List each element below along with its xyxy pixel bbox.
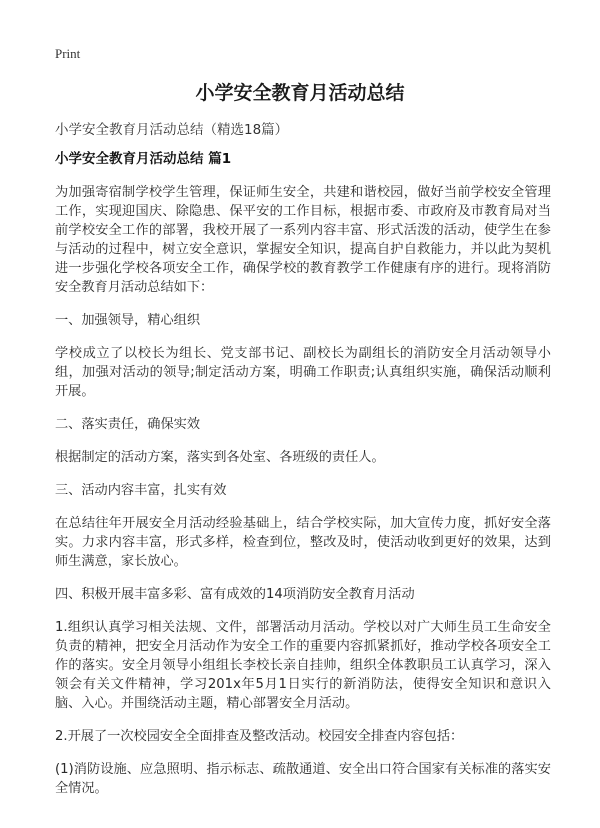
page-title: 小学安全教育月活动总结 bbox=[195, 82, 405, 104]
document-subtitle: 小学安全教育月活动总结（精选18篇） bbox=[55, 122, 289, 138]
intro-paragraph: 为加强寄宿制学校学生管理，保证师生安全，共建和谐校园，做好当前学校安全管理工作，实现迎国庆、除隐患、保平安的工作目标，根据市委、市政府及市教育局对当前学校安全工作的部署，我校开展了一系列内容丰富、形式活泼的活动，使学生在参与活动的过程中，树立安全意识，掌握安全知识，提高自护自救能力，并以此为契机进一步强化学校各项安全工作，确保学校的教育教学工作健康有序的进行。现将消防安全教育月活动总结如下： bbox=[55, 185, 551, 295]
list-item-inspection: 2.开展了一次校园安全全面排查及整改活动。校园安全排查内容包括： bbox=[55, 729, 464, 744]
article-body bbox=[55, 150, 551, 812]
heading-activities: 三、活动内容丰富，扎实有效 bbox=[55, 483, 227, 498]
section-title: 小学安全教育月活动总结 篇1 bbox=[55, 151, 232, 167]
list-subitem-fire-facilities: (1)消防设施、应急照明、指示标志、疏散通道、安全出口符合国家有关标准的落实安全情况。 bbox=[55, 762, 551, 796]
paragraph-leadership: 学校成立了以校长为组长、党支部书记、副校长为副组长的消防安全月活动领导小组，加强对活动的领导;制定活动方案，明确工作职责;认真组织实施，确保活动顺利开展。 bbox=[55, 346, 551, 399]
print-link[interactable]: Print bbox=[55, 46, 81, 61]
heading-responsibility: 二、落实责任，确保实效 bbox=[55, 417, 201, 432]
paragraph-responsibility: 根据制定的活动方案，落实到各处室、各班级的责任人。 bbox=[55, 450, 385, 465]
heading-fourteen-activities: 四、积极开展丰富多彩、富有成效的14项消防安全教育月活动 bbox=[55, 587, 415, 602]
list-item-study: 1.组织认真学习相关法规、文件，部署活动月活动。学校以对广大师生员工生命安全负责的精神，把安全月活动作为安全工作的重要内容抓紧抓好，推动学校各项安全工作的落实。安全月领导小组组长李校长亲自挂帅，组织全体教职员工认真学习，深入领会有关文件精神，学习201x年5月1日实行的新消防法，使得安全知识和意识入脑、入心。并围绕活动主题，精心部署安全月活动。 bbox=[55, 620, 551, 711]
heading-leadership: 一、加强领导，精心组织 bbox=[55, 313, 201, 328]
paragraph-activities: 在总结往年开展安全月活动经验基础上，结合学校实际，加大宣传力度，抓好安全落实。力求内容丰富，形式多样，检查到位，整改及时，使活动收到更好的效果，达到师生满意，家长放心。 bbox=[55, 516, 551, 569]
